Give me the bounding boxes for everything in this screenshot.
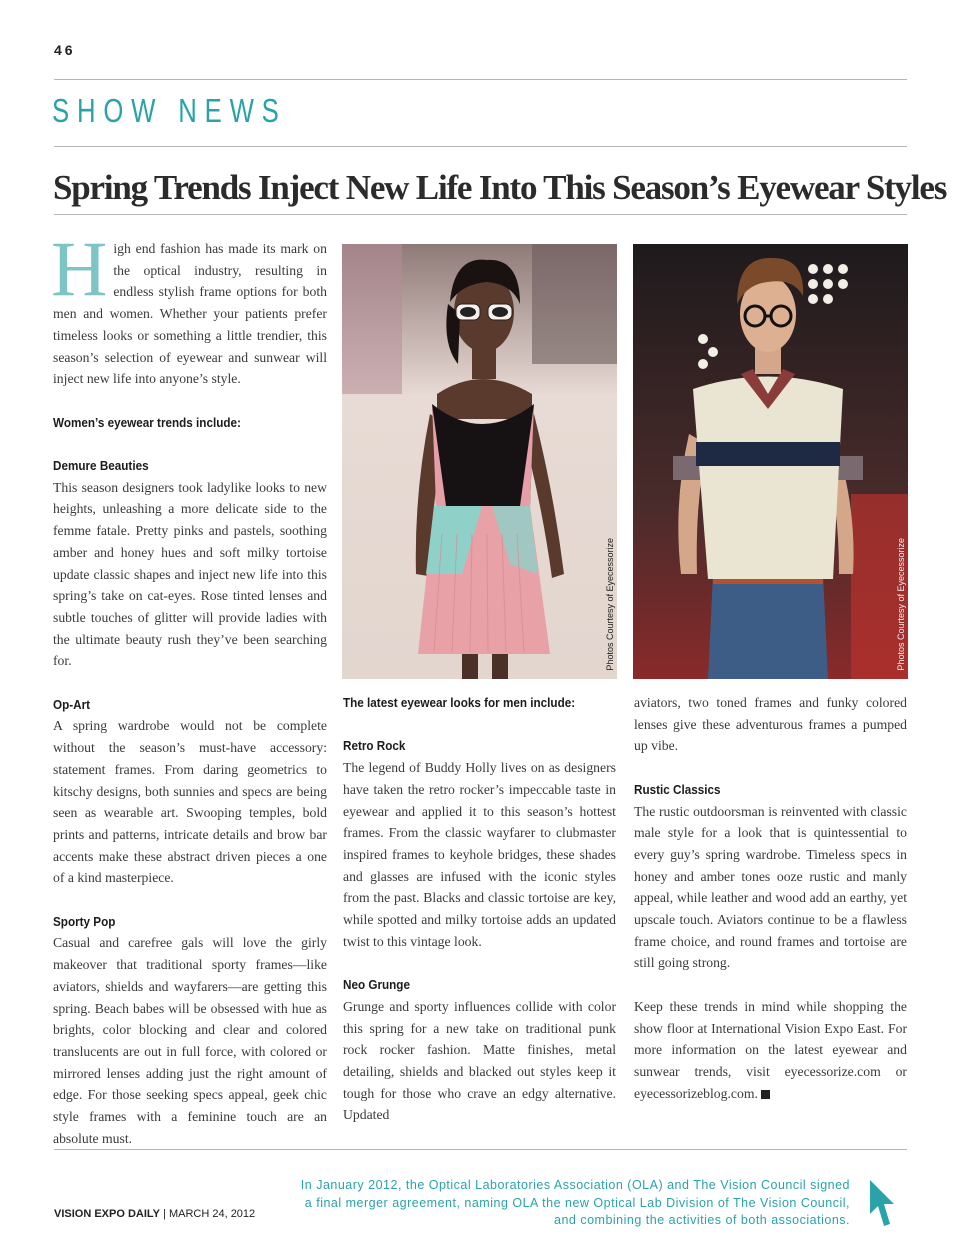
- drop-cap: H: [51, 225, 108, 312]
- photo-credit: Photos Courtesy of Eyecessorize: [896, 538, 906, 671]
- header-rule: [54, 79, 907, 80]
- photo-credit: Photos Courtesy of Eyecessorize: [605, 538, 615, 671]
- intro-paragraph: [51, 225, 327, 390]
- end-mark: [761, 1090, 770, 1099]
- subhead-neo-grunge: Neo Grunge: [343, 977, 410, 993]
- headline-rule: [54, 214, 907, 215]
- subhead-retro-rock: Retro Rock: [343, 738, 406, 754]
- body-neo-grunge: Grunge and sporty influences collide with color this spring for a new take on traditional punk rock rocker fashion. Matte finishes, metal detailing, shields and blacked out styles keep it tough for those who crave an edgy alternative. Updated: [343, 998, 616, 1123]
- publication-date: MARCH 24, 2012: [168, 1208, 256, 1220]
- body-sporty-pop: Casual and carefree gals will love the girly makeover that traditional sporty frames—like aviators, shields and wayfarers—are getting this spring. Beach babes will be obsessed with hue as brights, color blocking and clear and colored translucents are out in full force, with colored or mirrored lenses adding just the right amount of edge. For those seeking specs appeal, geek chic style frames with a feminine touch are an absolute must.: [53, 935, 327, 1146]
- section-rule: [54, 146, 907, 147]
- section-label: SHOW NEWS: [52, 92, 287, 129]
- subhead-sporty-pop: Sporty Pop: [53, 913, 116, 929]
- runway-man-illustration: [633, 244, 908, 679]
- photo-mens-runway: [633, 244, 908, 679]
- body-rustic-classics: The rustic outdoorsman is reinvented with classic male style for a look that is quintessential to every guy’s spring wardrobe. Timeless specs in honey and amber tones ooze rustic and manly appeal, while leather and wood add an earthy, yet upscale touch. Aviators continue to be a flawless frame choice, and round frames and tortoise are still going strong.: [634, 803, 907, 971]
- closing-paragraph: [634, 996, 907, 1105]
- column-middle: [343, 692, 616, 1126]
- footer-publication: VISION EXPO DAILY | MARCH 24, 2012: [54, 1208, 256, 1220]
- body-retro-rock: The legend of Buddy Holly lives on as designers have taken the retro rocker’s impeccable taste in eyewear and applied it to this season’s hottest frames. From the classic wayfarer to clubmaster inspired frames to keyhole bridges, these shades and glasses are infused with the iconic styles from the past. Blacks and classic tortoise are key, while spotted and milky tortoise adds an updated twist to this vintage look.: [343, 760, 616, 949]
- footer-news-brief: In January 2012, the Optical Laboratories Association (OLA) and The Vision Council signed a final merger agreement, naming OLA the new Optical Lab Division of The Vision Council, and combining the activities of both associations.: [300, 1178, 850, 1227]
- intro-text: igh end fashion has made its mark on the optical industry, resulting in endless stylish frame options for both men and women. Whether your patients prefer timeless looks or something a little trendier, this season’s selection of eyewear and sunwear will inject new life into anyone’s style.: [53, 241, 327, 387]
- footer-rule: [54, 1149, 907, 1150]
- cursor-arrow-icon: [866, 1178, 898, 1228]
- body-neo-grunge-continued: aviators, two toned frames and funky colored lenses give these adventurous frames a pumped up vibe.: [634, 695, 907, 754]
- subhead-op-art: Op-Art: [53, 696, 91, 712]
- column-left: [51, 225, 327, 1149]
- column-right: [634, 692, 907, 1104]
- women-heading: Women’s eyewear trends include:: [53, 414, 241, 430]
- body-demure-beauties: This season designers took ladylike looks to new heights, unleashing a more delicate side to the femme fatale. Pretty pinks and pastels, soothing amber and honey hues and soft milky tortoise update classic shapes and inject new life into this spring’s take on cat-eyes. Rose tinted lenses and subtle touches of glitter will provide ladies with the ultimate beauty rush they’ve been searching for.: [53, 479, 327, 669]
- runway-woman-illustration: [342, 244, 617, 679]
- page-number: 46: [54, 42, 76, 58]
- closing-text: Keep these trends in mind while shopping the show floor at International Vision Expo East. For more information on the latest eyewear and sunwear trends, visit eyecessorize.com or eyecessorizeblog.com.: [634, 998, 907, 1101]
- photo-womens-runway: [342, 244, 617, 679]
- body-op-art: A spring wardrobe would not be complete without the season’s must-have accessory: statement frames. From daring geometrics to kitschy designs, both sunnies and specs are being seen as wearable art. Swooping temples, bold prints and patterns, intricate details and brow bar accents make these abstract driven pieces a one of a kind masterpiece.: [53, 718, 327, 886]
- publication-name: VISION EXPO DAILY: [54, 1208, 160, 1220]
- subhead-demure-beauties: Demure Beauties: [53, 458, 149, 473]
- article-headline: Spring Trends Inject New Life Into This Season’s Eyewear Styles: [53, 168, 947, 207]
- men-heading: The latest eyewear looks for men include:: [343, 695, 576, 710]
- subhead-rustic-classics: Rustic Classics: [634, 781, 721, 797]
